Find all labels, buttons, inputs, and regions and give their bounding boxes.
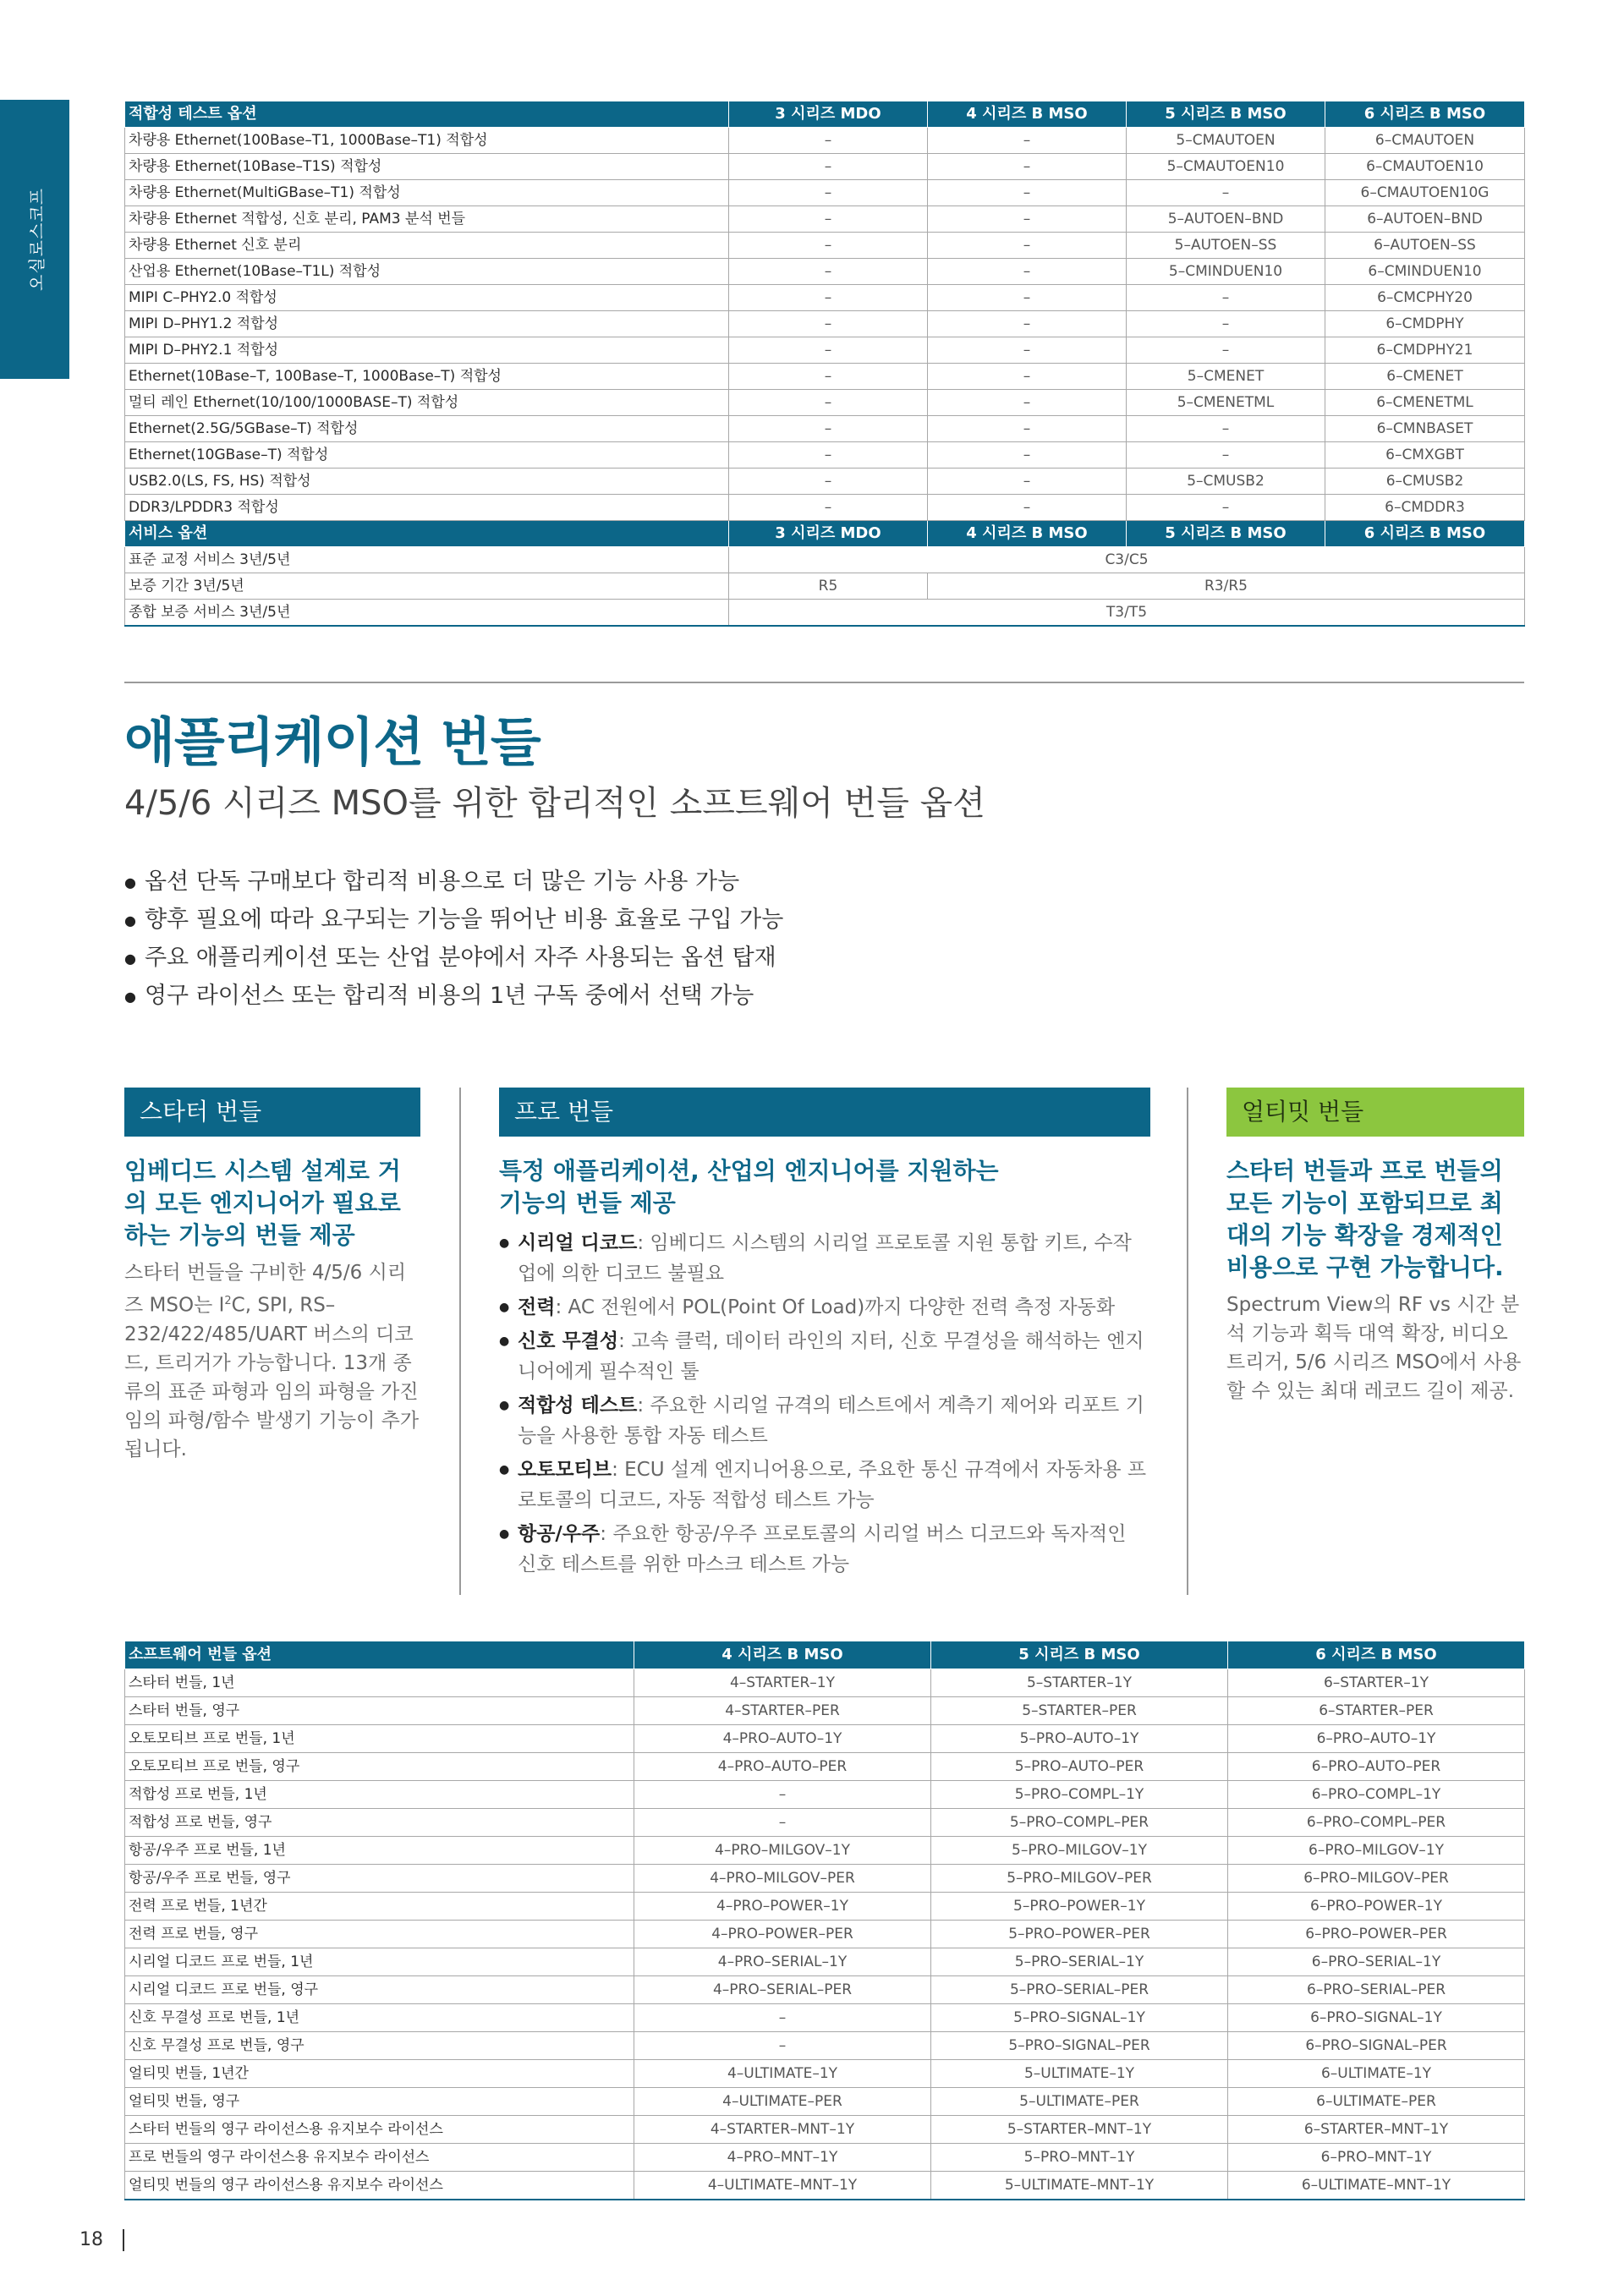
compliance-table (124, 101, 1525, 627)
table-cell: 6–CMXGBT (1325, 442, 1525, 469)
table-cell: 5–CMENET (1127, 364, 1325, 390)
table-row (125, 495, 1525, 521)
table-cell: 6–PRO–MNT–1Y (1228, 2144, 1525, 2172)
table-row (125, 259, 1525, 285)
pro-head: 프로 번들 (499, 1088, 1150, 1137)
table-cell: – (729, 285, 928, 311)
row-label: USB2.0(LS, FS, HS) 적합성 (125, 469, 729, 495)
table-row (125, 2004, 1525, 2032)
table-cell: 4–ULTIMATE–1Y (634, 2060, 931, 2088)
table-cell: 6–AUTOEN–SS (1325, 233, 1525, 259)
table-row (125, 2088, 1525, 2116)
table-row (125, 337, 1525, 364)
table-row (125, 1725, 1525, 1753)
table-cell: 6–PRO–POWER–1Y (1228, 1893, 1525, 1921)
table-cell: – (729, 259, 928, 285)
table-cell: 5–STARTER–MNT–1Y (931, 2116, 1228, 2144)
pro-item: ● 적합성 테스트: 주요한 시리얼 규격의 테스트에서 계측기 제어와 리포트 기능을 사용한 통합 자동 테스트 (499, 1390, 1150, 1451)
row-label: 표준 교정 서비스 3년/5년 (125, 547, 729, 573)
table-cell: – (634, 2032, 931, 2060)
table-cell: – (729, 416, 928, 442)
starter-head: 스타터 번들 (124, 1088, 420, 1137)
table-cell: 4–ULTIMATE–PER (634, 2088, 931, 2116)
feature-item: ● 옵션 단독 구매보다 합리적 비용으로 더 많은 기능 사용 가능 (124, 863, 783, 901)
row-label: 시리얼 디코드 프로 번들, 1년 (125, 1948, 634, 1976)
row-label: 신호 무결성 프로 번들, 영구 (125, 2032, 634, 2060)
table-cell: 6–CMCPHY20 (1325, 285, 1525, 311)
table-cell: 5–ULTIMATE–MNT–1Y (931, 2172, 1228, 2200)
table-cell: – (928, 128, 1127, 154)
table-cell: 4–PRO–AUTO–PER (634, 1753, 931, 1781)
table-row (125, 2032, 1525, 2060)
table-cell: 6–ULTIMATE–1Y (1228, 2060, 1525, 2088)
column-divider (459, 1088, 461, 1595)
row-label: Ethernet(10GBase–T) 적합성 (125, 442, 729, 469)
table-cell: 5–CMAUTOEN10 (1127, 154, 1325, 180)
pro-item: ● 시리얼 디코드: 임베디드 시스템의 시리얼 프로토콜 지원 통합 키트, 수작업에 의한 디코드 불필요 (499, 1228, 1150, 1289)
row-label: 차량용 Ethernet 적합성, 신호 분리, PAM3 분석 번들 (125, 206, 729, 233)
table-row (125, 2060, 1525, 2088)
table-row (125, 364, 1525, 390)
table-cell: 5–AUTOEN–SS (1127, 233, 1325, 259)
starter-subtitle: 임베디드 시스템 설계로 거의 모든 엔지니어가 필요로 하는 기능의 번들 제공 (124, 1157, 401, 1249)
table-cell: – (634, 2004, 931, 2032)
table-cell: – (928, 285, 1127, 311)
row-label: 차량용 Ethernet(100Base–T1, 1000Base–T1) 적합성 (125, 128, 729, 154)
table-cell: – (729, 311, 928, 337)
table-cell: 6–PRO–AUTO–1Y (1228, 1725, 1525, 1753)
table-cell: 5–STARTER–PER (931, 1697, 1228, 1725)
table-cell: – (729, 364, 928, 390)
table-cell: 6–PRO–COMPL–1Y (1228, 1781, 1525, 1809)
page-number-divider (123, 2229, 124, 2251)
table-cell: 4–PRO–POWER–1Y (634, 1893, 931, 1921)
table-cell: 6–CMDPHY21 (1325, 337, 1525, 364)
table-cell: 5–CMINDUEN10 (1127, 259, 1325, 285)
table-cell: – (729, 206, 928, 233)
table-cell: 6–PRO–MILGOV–1Y (1228, 1837, 1525, 1865)
bundle-table (124, 1641, 1525, 2200)
table-row (125, 1976, 1525, 2004)
table-cell: 6–CMNBASET (1325, 416, 1525, 442)
row-label: 오토모티브 프로 번들, 영구 (125, 1753, 634, 1781)
table-cell: 6–PRO–SIGNAL–1Y (1228, 2004, 1525, 2032)
service-row (125, 600, 1525, 627)
table-cell: 6–CMENET (1325, 364, 1525, 390)
pro-item: ● 오토모티브: ECU 설계 엔지니어용으로, 주요한 통신 규격에서 자동차용 프로토콜의 디코드, 자동 적합성 테스트 가능 (499, 1455, 1150, 1515)
pro-list (499, 1228, 1150, 1580)
column-header: 5 시리즈 B MSO (931, 1641, 1228, 1669)
row-label: DDR3/LPDDR3 적합성 (125, 495, 729, 521)
table-cell: 5–ULTIMATE–PER (931, 2088, 1228, 2116)
table-row (125, 154, 1525, 180)
table-header-row (125, 1641, 1525, 1669)
table-cell: – (1127, 337, 1325, 364)
row-label: 스타터 번들, 영구 (125, 1697, 634, 1725)
starter-body: 스타터 번들을 구비한 4/5/6 시리즈 MSO는 $I^2C$, SPI, RS–232/422/485/UART 버스의 디코드, 트리거가 가능합니다. 13개 종류의 표준 파형과 임의 파형을 가진 임의 파형/함수 발생기 기능이 추가됩니다. (124, 1262, 420, 1460)
ultimate-body: Spectrum View의 RF vs 시간 분석 기능과 획득 대역 확장, 비디오 트리거, 5/6 시리즈 MSO에서 사용할 수 있는 최대 레코드 길이 제공. (1226, 1294, 1522, 1402)
row-label: 스타터 번들, 1년 (125, 1669, 634, 1697)
table-cell: – (928, 154, 1127, 180)
table-cell: 6–ULTIMATE–PER (1228, 2088, 1525, 2116)
table-cell: 5–PRO–SERIAL–PER (931, 1976, 1228, 2004)
table-row (125, 1865, 1525, 1893)
table-header-row (125, 101, 1525, 128)
row-label: MIPI D–PHY1.2 적합성 (125, 311, 729, 337)
table-cell: 5–PRO–MILGOV–PER (931, 1865, 1228, 1893)
table-cell: 6–CMAUTOEN (1325, 128, 1525, 154)
table-cell: T3/T5 (729, 600, 1525, 627)
table-cell: 6–CMDDR3 (1325, 495, 1525, 521)
pro-item: ● 전력: AC 전원에서 POL(Point Of Load)까지 다양한 전력 측정 자동화 (499, 1292, 1150, 1323)
table-row (125, 1753, 1525, 1781)
column-header: 3 시리즈 MDO (729, 101, 928, 128)
table-cell: 6–PRO–SIGNAL–PER (1228, 2032, 1525, 2060)
table-cell: 5–PRO–POWER–1Y (931, 1893, 1228, 1921)
row-label: Ethernet(10Base–T, 100Base–T, 1000Base–T) 적합성 (125, 364, 729, 390)
row-label: 얼티밋 번들, 1년간 (125, 2060, 634, 2088)
pro-item: ● 신호 무결성: 고속 클럭, 데이터 라인의 지터, 신호 무결성을 해석하는 엔지니어에게 필수적인 툴 (499, 1326, 1150, 1387)
row-label: 얼티밋 번들, 영구 (125, 2088, 634, 2116)
table-cell: – (1127, 285, 1325, 311)
table-cell: – (729, 128, 928, 154)
table-row (125, 1893, 1525, 1921)
table-cell: 4–ULTIMATE–MNT–1Y (634, 2172, 931, 2200)
table-row (125, 2172, 1525, 2200)
table-cell: 5–PRO–POWER–PER (931, 1921, 1228, 1948)
table-cell: – (634, 1809, 931, 1837)
pro-column (499, 1088, 1150, 1583)
table-cell: 5–PRO–AUTO–PER (931, 1753, 1228, 1781)
column-header: 3 시리즈 MDO (729, 521, 928, 547)
row-label: 산업용 Ethernet(10Base–T1L) 적합성 (125, 259, 729, 285)
row-label: 스타터 번들의 영구 라이선스용 유지보수 라이선스 (125, 2116, 634, 2144)
table-cell: – (928, 206, 1127, 233)
table-row (125, 206, 1525, 233)
row-label: MIPI D–PHY2.1 적합성 (125, 337, 729, 364)
ultimate-subtitle: 스타터 번들과 프로 번들의 모든 기능이 포함되므로 최대의 기능 확장을 경제적인 비용으로 구현 가능합니다. (1226, 1157, 1504, 1281)
table-cell: – (729, 469, 928, 495)
row-label: 차량용 Ethernet(10Base–T1S) 적합성 (125, 154, 729, 180)
row-label: 종합 보증 서비스 3년/5년 (125, 600, 729, 627)
row-label: 차량용 Ethernet 신호 분리 (125, 233, 729, 259)
table-cell: 6–CMUSB2 (1325, 469, 1525, 495)
page-number: 18 (80, 2229, 103, 2250)
column-header: 서비스 옵션 (125, 521, 729, 547)
row-label: 차량용 Ethernet(MultiGBase–T1) 적합성 (125, 180, 729, 206)
feature-item: ● 향후 필요에 따라 요구되는 기능을 뛰어난 비용 효율로 구입 가능 (124, 901, 783, 939)
table-cell: 4–PRO–AUTO–1Y (634, 1725, 931, 1753)
table-cell: 4–STARTER–1Y (634, 1669, 931, 1697)
pro-item: ● 항공/우주: 주요한 항공/우주 프로토콜의 시리얼 버스 디코드와 독자적인 신호 테스트를 위한 마스크 테스트 가능 (499, 1519, 1150, 1580)
table-cell: 6–AUTOEN–BND (1325, 206, 1525, 233)
row-label: 적합성 프로 번들, 영구 (125, 1809, 634, 1837)
feature-item: ● 영구 라이선스 또는 합리적 비용의 1년 구독 중에서 선택 가능 (124, 977, 783, 1015)
table-cell: 4–PRO–MILGOV–PER (634, 1865, 931, 1893)
table-row (125, 285, 1525, 311)
table-cell: 6–STARTER–PER (1228, 1697, 1525, 1725)
section-subtitle: 4/5/6 시리즈 MSO를 위한 합리적인 소프트웨어 번들 옵션 (124, 784, 985, 823)
table-row (125, 2116, 1525, 2144)
table-cell: 6–PRO–SERIAL–1Y (1228, 1948, 1525, 1976)
table-cell: 6–CMDPHY (1325, 311, 1525, 337)
column-divider (1187, 1088, 1188, 1595)
table-cell: – (1127, 416, 1325, 442)
table-cell: 4–PRO–MNT–1Y (634, 2144, 931, 2172)
column-header: 5 시리즈 B MSO (1127, 521, 1325, 547)
column-header: 소프트웨어 번들 옵션 (125, 1641, 634, 1669)
row-label: 신호 무결성 프로 번들, 1년 (125, 2004, 634, 2032)
table-cell: – (928, 311, 1127, 337)
table-cell: – (729, 495, 928, 521)
table-cell: 6–STARTER–1Y (1228, 1669, 1525, 1697)
table-cell: – (928, 495, 1127, 521)
table-cell: – (1127, 495, 1325, 521)
table-cell: – (729, 390, 928, 416)
table-cell: 4–PRO–SERIAL–1Y (634, 1948, 931, 1976)
table-cell: R3/R5 (928, 573, 1525, 600)
table-cell: 6–CMAUTOEN10 (1325, 154, 1525, 180)
table-cell: 5–PRO–MNT–1Y (931, 2144, 1228, 2172)
table-cell: – (1127, 311, 1325, 337)
column-header: 4 시리즈 B MSO (928, 521, 1127, 547)
table-row (125, 233, 1525, 259)
table-cell: 5–CMENETML (1127, 390, 1325, 416)
table-cell: 6–PRO–SERIAL–PER (1228, 1976, 1525, 2004)
service-row (125, 573, 1525, 600)
starter-column (124, 1088, 420, 1464)
table-cell: 5–AUTOEN–BND (1127, 206, 1325, 233)
table-row (125, 1781, 1525, 1809)
table-cell: 6–PRO–MILGOV–PER (1228, 1865, 1525, 1893)
table-cell: 6–PRO–POWER–PER (1228, 1921, 1525, 1948)
table-cell: 5–PRO–MILGOV–1Y (931, 1837, 1228, 1865)
ultimate-column (1226, 1088, 1524, 1406)
table-cell: 5–PRO–COMPL–1Y (931, 1781, 1228, 1809)
table-row (125, 469, 1525, 495)
table-cell: 6–CMINDUEN10 (1325, 259, 1525, 285)
row-label: 프로 번들의 영구 라이선스용 유지보수 라이선스 (125, 2144, 634, 2172)
table-row (125, 311, 1525, 337)
column-header: 6 시리즈 B MSO (1325, 101, 1525, 128)
table-cell: – (928, 442, 1127, 469)
table-cell: 6–ULTIMATE–MNT–1Y (1228, 2172, 1525, 2200)
table-cell: 6–PRO–COMPL–PER (1228, 1809, 1525, 1837)
table-cell: 5–STARTER–1Y (931, 1669, 1228, 1697)
table-cell: – (729, 154, 928, 180)
table-row (125, 180, 1525, 206)
table-cell: – (928, 416, 1127, 442)
service-header-row (125, 521, 1525, 547)
section-title: 애플리케이션 번들 (124, 711, 540, 773)
table-cell: – (1127, 442, 1325, 469)
table-cell: 4–PRO–POWER–PER (634, 1921, 931, 1948)
table-cell: 6–CMENETML (1325, 390, 1525, 416)
table-row (125, 1921, 1525, 1948)
table-row (125, 2144, 1525, 2172)
column-header: 6 시리즈 B MSO (1228, 1641, 1525, 1669)
table-cell: – (928, 469, 1127, 495)
ultimate-head: 얼티밋 번들 (1226, 1088, 1524, 1137)
table-row (125, 442, 1525, 469)
table-row (125, 1669, 1525, 1697)
table-cell: 5–CMUSB2 (1127, 469, 1325, 495)
row-label: 얼티밋 번들의 영구 라이선스용 유지보수 라이선스 (125, 2172, 634, 2200)
table-cell: – (928, 259, 1127, 285)
row-label: 항공/우주 프로 번들, 영구 (125, 1865, 634, 1893)
row-label: 시리얼 디코드 프로 번들, 영구 (125, 1976, 634, 2004)
table-cell: 6–CMAUTOEN10G (1325, 180, 1525, 206)
table-cell: 6–STARTER–MNT–1Y (1228, 2116, 1525, 2144)
table-cell: 5–CMAUTOEN (1127, 128, 1325, 154)
service-row (125, 547, 1525, 573)
table-cell: 5–ULTIMATE–1Y (931, 2060, 1228, 2088)
column-header: 4 시리즈 B MSO (634, 1641, 931, 1669)
table-cell: 4–STARTER–PER (634, 1697, 931, 1725)
table-row (125, 1697, 1525, 1725)
column-header: 6 시리즈 B MSO (1325, 521, 1525, 547)
row-label: 항공/우주 프로 번들, 1년 (125, 1837, 634, 1865)
side-tab-label: 오실로스코프 (26, 188, 47, 291)
column-header: 4 시리즈 B MSO (928, 101, 1127, 128)
table-cell: 5–PRO–COMPL–PER (931, 1809, 1228, 1837)
column-header: 적합성 테스트 옵션 (125, 101, 729, 128)
table-cell: – (729, 337, 928, 364)
table-cell: 4–STARTER–MNT–1Y (634, 2116, 931, 2144)
table-cell: 6–PRO–AUTO–PER (1228, 1753, 1525, 1781)
table-cell: – (729, 180, 928, 206)
row-label: 적합성 프로 번들, 1년 (125, 1781, 634, 1809)
row-label: 전력 프로 번들, 1년간 (125, 1893, 634, 1921)
table-cell: 5–PRO–SERIAL–1Y (931, 1948, 1228, 1976)
row-label: 오토모티브 프로 번들, 1년 (125, 1725, 634, 1753)
table-cell: 4–PRO–SERIAL–PER (634, 1976, 931, 2004)
row-label: Ethernet(2.5G/5GBase–T) 적합성 (125, 416, 729, 442)
table-row (125, 416, 1525, 442)
table-row (125, 390, 1525, 416)
table-row (125, 128, 1525, 154)
table-cell: – (634, 1781, 931, 1809)
table-cell: 5–PRO–AUTO–1Y (931, 1725, 1228, 1753)
pro-subtitle: 특정 애플리케이션, 산업의 엔지니어를 지원하는 기능의 번들 제공 (499, 1157, 999, 1217)
row-label: 보증 기간 3년/5년 (125, 573, 729, 600)
row-label: 전력 프로 번들, 영구 (125, 1921, 634, 1948)
table-cell: 5–PRO–SIGNAL–1Y (931, 2004, 1228, 2032)
feature-list (124, 863, 783, 1015)
row-label: 멀티 레인 Ethernet(10/100/1000BASE–T) 적합성 (125, 390, 729, 416)
table-cell: C3/C5 (729, 547, 1525, 573)
column-header: 5 시리즈 B MSO (1127, 101, 1325, 128)
table-cell: – (1127, 180, 1325, 206)
table-row (125, 1948, 1525, 1976)
table-cell: – (928, 364, 1127, 390)
table-cell: – (729, 233, 928, 259)
table-cell: – (928, 180, 1127, 206)
table-cell: – (928, 233, 1127, 259)
table-cell: 5–PRO–SIGNAL–PER (931, 2032, 1228, 2060)
side-tab (0, 100, 69, 379)
section-divider (124, 682, 1524, 683)
table-cell: 4–PRO–MILGOV–1Y (634, 1837, 931, 1865)
table-row (125, 1837, 1525, 1865)
table-cell: – (928, 390, 1127, 416)
table-cell: – (729, 442, 928, 469)
table-cell: – (928, 337, 1127, 364)
row-label: MIPI C–PHY2.0 적합성 (125, 285, 729, 311)
table-cell: R5 (729, 573, 928, 600)
feature-item: ● 주요 애플리케이션 또는 산업 분야에서 자주 사용되는 옵션 탑재 (124, 939, 783, 977)
table-row (125, 1809, 1525, 1837)
